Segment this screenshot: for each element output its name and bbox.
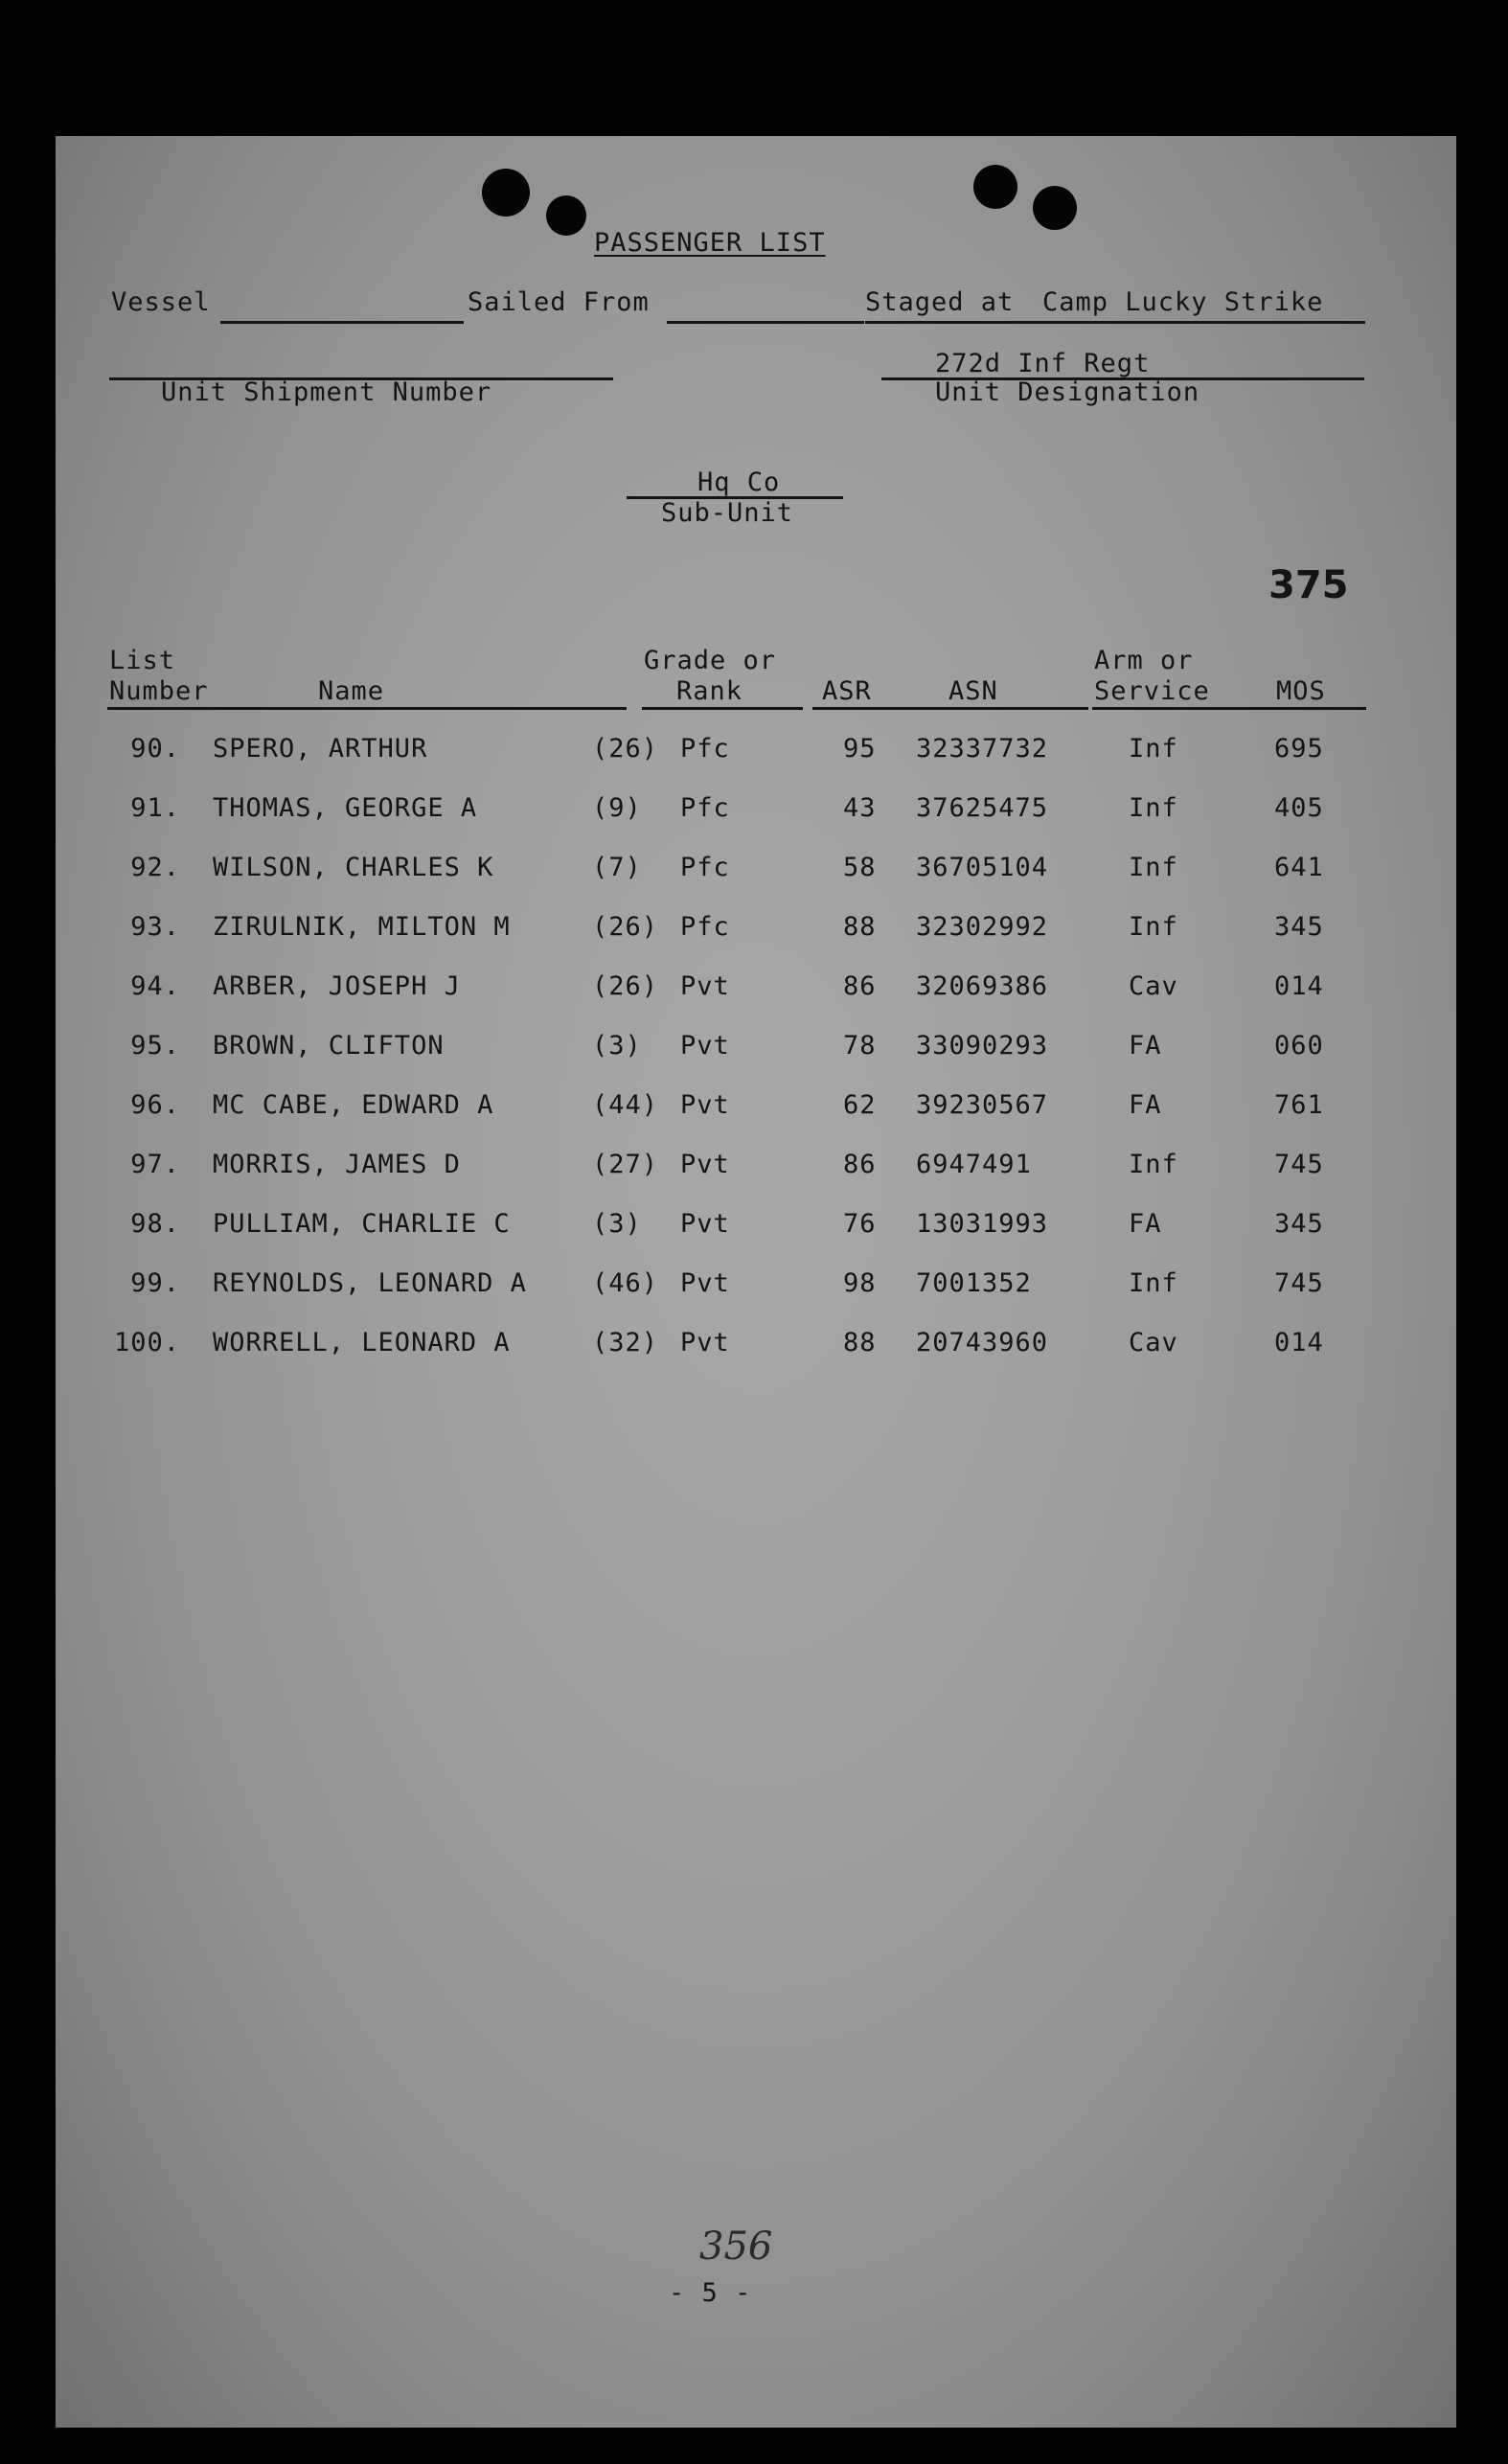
asr: 86 bbox=[843, 971, 877, 1001]
passenger-name: SPERO, ARTHUR bbox=[213, 734, 428, 764]
unit-designation-value: 272d Inf Regt bbox=[935, 349, 1151, 378]
grade-code: (32) bbox=[592, 1328, 659, 1357]
arm-service: Inf bbox=[1129, 912, 1178, 942]
grade-code: (26) bbox=[592, 971, 659, 1001]
asr: 95 bbox=[843, 734, 877, 764]
asr: 88 bbox=[843, 1328, 877, 1357]
col-mos: MOS bbox=[1276, 676, 1326, 706]
punch-hole-left-2 bbox=[546, 195, 586, 236]
header-rule-3 bbox=[812, 707, 1088, 710]
mos: 745 bbox=[1274, 1268, 1324, 1298]
list-number: 98. bbox=[130, 1209, 180, 1239]
arm-service: FA bbox=[1129, 1209, 1162, 1239]
col-grade-2: Rank bbox=[676, 676, 743, 706]
asr: 43 bbox=[843, 793, 877, 823]
list-number: 99. bbox=[130, 1268, 180, 1298]
page-number: - 5 - bbox=[669, 2278, 752, 2308]
asn: 33090293 bbox=[916, 1031, 1049, 1061]
list-number: 93. bbox=[130, 912, 180, 942]
staged-value: Camp Lucky Strike bbox=[1042, 287, 1324, 317]
passenger-name: WILSON, CHARLES K bbox=[213, 853, 494, 882]
asr: 86 bbox=[843, 1150, 877, 1179]
col-arm-1: Arm or bbox=[1094, 646, 1194, 675]
col-name: Name bbox=[318, 676, 385, 706]
punch-hole-right-2 bbox=[1033, 186, 1077, 230]
mos: 060 bbox=[1274, 1031, 1324, 1061]
rank: Pvt bbox=[680, 1150, 730, 1179]
sailed-from-line bbox=[667, 321, 864, 324]
table-row bbox=[56, 1209, 1456, 1247]
list-number: 90. bbox=[130, 734, 180, 764]
asr: 88 bbox=[843, 912, 877, 942]
mos: 695 bbox=[1274, 734, 1324, 764]
rank: Pfc bbox=[680, 912, 730, 942]
col-grade-1: Grade or bbox=[644, 646, 777, 675]
document-title: PASSENGER LIST bbox=[594, 228, 826, 258]
arm-service: Cav bbox=[1129, 971, 1178, 1001]
arm-service: Inf bbox=[1129, 1268, 1178, 1298]
vessel-line bbox=[220, 321, 464, 324]
sub-unit-label: Sub-Unit bbox=[661, 498, 794, 528]
table-row bbox=[56, 1268, 1456, 1307]
unit-shipment-label: Unit Shipment Number bbox=[161, 377, 492, 407]
rank: Pvt bbox=[680, 971, 730, 1001]
asr: 62 bbox=[843, 1090, 877, 1120]
list-number: 92. bbox=[130, 853, 180, 882]
grade-code: (46) bbox=[592, 1268, 659, 1298]
staged-label: Staged at bbox=[865, 287, 1015, 317]
table-row bbox=[56, 912, 1456, 950]
asn: 6947491 bbox=[916, 1150, 1032, 1179]
table-row bbox=[56, 853, 1456, 891]
mos: 345 bbox=[1274, 1209, 1324, 1239]
grade-code: (9) bbox=[592, 793, 642, 823]
col-arm-2: Service bbox=[1094, 676, 1210, 706]
mos: 745 bbox=[1274, 1150, 1324, 1179]
passenger-name: THOMAS, GEORGE A bbox=[213, 793, 478, 823]
passenger-name: WORRELL, LEONARD A bbox=[213, 1328, 511, 1357]
asr: 98 bbox=[843, 1268, 877, 1298]
col-asr: ASR bbox=[822, 676, 872, 706]
passenger-name: MC CABE, EDWARD A bbox=[213, 1090, 494, 1120]
grade-code: (7) bbox=[592, 853, 642, 882]
grade-code: (27) bbox=[592, 1150, 659, 1179]
punch-hole-right bbox=[973, 165, 1017, 209]
sailed-from-label: Sailed From bbox=[468, 287, 650, 317]
mos: 014 bbox=[1274, 1328, 1324, 1357]
arm-service: Inf bbox=[1129, 793, 1178, 823]
passenger-name: BROWN, CLIFTON bbox=[213, 1031, 445, 1061]
col-list-number-2: Number bbox=[109, 676, 209, 706]
list-number: 96. bbox=[130, 1090, 180, 1120]
handwritten-number: 356 bbox=[699, 2224, 773, 2269]
arm-service: FA bbox=[1129, 1090, 1162, 1120]
rank: Pfc bbox=[680, 793, 730, 823]
arm-service: FA bbox=[1129, 1031, 1162, 1061]
list-number: 97. bbox=[130, 1150, 180, 1179]
table-row bbox=[56, 793, 1456, 832]
rank: Pvt bbox=[680, 1031, 730, 1061]
mos: 014 bbox=[1274, 971, 1324, 1001]
table-row bbox=[56, 734, 1456, 772]
list-number: 95. bbox=[130, 1031, 180, 1061]
passenger-name: ZIRULNIK, MILTON M bbox=[213, 912, 511, 942]
mos: 761 bbox=[1274, 1090, 1324, 1120]
header-rule-4 bbox=[1092, 707, 1366, 710]
vessel-label: Vessel bbox=[111, 287, 211, 317]
document-page bbox=[56, 136, 1456, 2428]
table-row bbox=[56, 1150, 1456, 1188]
rank: Pfc bbox=[680, 853, 730, 882]
table-row bbox=[56, 1031, 1456, 1069]
asr: 58 bbox=[843, 853, 877, 882]
rank: Pfc bbox=[680, 734, 730, 764]
table-row bbox=[56, 1328, 1456, 1366]
mos: 405 bbox=[1274, 793, 1324, 823]
rank: Pvt bbox=[680, 1090, 730, 1120]
grade-code: (3) bbox=[592, 1209, 642, 1239]
asr: 78 bbox=[843, 1031, 877, 1061]
arm-service: Inf bbox=[1129, 853, 1178, 882]
stamped-page-number: 375 bbox=[1268, 563, 1349, 607]
grade-code: (26) bbox=[592, 912, 659, 942]
asn: 32337732 bbox=[916, 734, 1049, 764]
grade-code: (26) bbox=[592, 734, 659, 764]
arm-service: Inf bbox=[1129, 1150, 1178, 1179]
list-number: 91. bbox=[130, 793, 180, 823]
asn: 13031993 bbox=[916, 1209, 1049, 1239]
asn: 32302992 bbox=[916, 912, 1049, 942]
asn: 36705104 bbox=[916, 853, 1049, 882]
list-number: 94. bbox=[130, 971, 180, 1001]
punch-hole-left bbox=[482, 169, 530, 217]
passenger-name: REYNOLDS, LEONARD A bbox=[213, 1268, 527, 1298]
arm-service: Inf bbox=[1129, 734, 1178, 764]
passenger-name: PULLIAM, CHARLIE C bbox=[213, 1209, 511, 1239]
sub-unit-value: Hq Co bbox=[697, 468, 781, 497]
asn: 32069386 bbox=[916, 971, 1049, 1001]
asn: 37625475 bbox=[916, 793, 1049, 823]
arm-service: Cav bbox=[1129, 1328, 1178, 1357]
asn: 7001352 bbox=[916, 1268, 1032, 1298]
header-rule-1 bbox=[107, 707, 627, 710]
table-row bbox=[56, 971, 1456, 1010]
col-list-number-1: List bbox=[109, 646, 176, 675]
grade-code: (3) bbox=[592, 1031, 642, 1061]
table-row bbox=[56, 1090, 1456, 1129]
rank: Pvt bbox=[680, 1328, 730, 1357]
rank: Pvt bbox=[680, 1268, 730, 1298]
unit-designation-label: Unit Designation bbox=[935, 377, 1200, 407]
header-rule-2 bbox=[642, 707, 803, 710]
mos: 641 bbox=[1274, 853, 1324, 882]
asn: 20743960 bbox=[916, 1328, 1049, 1357]
mos: 345 bbox=[1274, 912, 1324, 942]
staged-line bbox=[865, 321, 1365, 324]
asr: 76 bbox=[843, 1209, 877, 1239]
rank: Pvt bbox=[680, 1209, 730, 1239]
passenger-name: MORRIS, JAMES D bbox=[213, 1150, 461, 1179]
passenger-name: ARBER, JOSEPH J bbox=[213, 971, 461, 1001]
asn: 39230567 bbox=[916, 1090, 1049, 1120]
grade-code: (44) bbox=[592, 1090, 659, 1120]
col-asn: ASN bbox=[948, 676, 998, 706]
list-number: 100. bbox=[113, 1328, 180, 1357]
